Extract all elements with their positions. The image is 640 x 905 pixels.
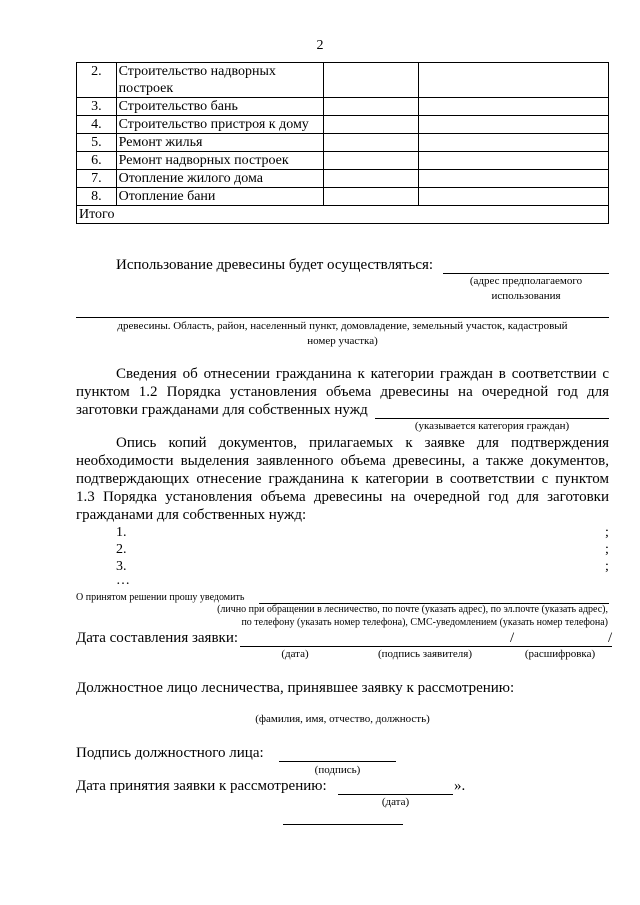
- usage-hint-3: древесины. Область, район, населенный пункт, домовладение, земельный участок, кадастровый: [117, 320, 568, 332]
- doc-item-1-number: 1.: [116, 525, 127, 540]
- row-number: 2.: [77, 63, 117, 98]
- row-volume-cell: [323, 170, 418, 188]
- table-row: [77, 98, 609, 116]
- usage-line: [443, 273, 609, 274]
- table-row: [77, 152, 609, 170]
- category-line: [375, 418, 609, 419]
- decode-hint: (расшифровка): [524, 648, 596, 660]
- notify-hint-2: по телефону (указать номер телефона), СМС-уведомлением (указать номер телефона): [241, 617, 608, 628]
- row-volume-cell: [323, 134, 418, 152]
- table-row: [77, 116, 609, 134]
- row-number: 3.: [77, 98, 117, 116]
- docs-line-4: 1.3 Порядка установления объема древесины на очередной год для заготовки: [76, 489, 609, 505]
- usage-address-line: [76, 317, 609, 318]
- row-name: Отопление жилого дома: [116, 170, 323, 188]
- row-volume-cell: [323, 116, 418, 134]
- row-volume-cell: [323, 98, 418, 116]
- table-row: [77, 134, 609, 152]
- row-number: 6.: [77, 152, 117, 170]
- row-note-cell: [418, 63, 608, 98]
- row-note-cell: [418, 152, 608, 170]
- row-number: 8.: [77, 188, 117, 206]
- page-number: 2: [316, 38, 324, 53]
- date-label: Дата составления заявки:: [76, 630, 239, 646]
- total-label: Итого: [77, 206, 609, 224]
- row-name: Отопление бани: [116, 188, 323, 206]
- date-hint: (дата): [281, 648, 309, 660]
- category-line-2: пунктом 1.2 Порядка установления объема древесины на очередной год для: [76, 384, 609, 400]
- date-signature-line: [240, 646, 612, 647]
- row-number: 5.: [77, 134, 117, 152]
- doc-item-2-number: 2.: [116, 542, 127, 557]
- category-line-1: Сведения об отнесении гражданина к категории граждан в соответствии с: [116, 366, 609, 382]
- row-note-cell: [418, 188, 608, 206]
- date-slash-2: /: [608, 630, 613, 646]
- table-row: [77, 188, 609, 206]
- row-note-cell: [418, 134, 608, 152]
- docs-line-2: необходимости выделения заявленного объема древесины, а также документов,: [76, 453, 609, 469]
- official-sign-label: Подпись должностного лица:: [76, 745, 264, 761]
- sign-hint: (подпись заявителя): [377, 648, 473, 660]
- docs-line-5: гражданами для собственных нужд:: [76, 507, 307, 523]
- category-line-3: заготовки гражданами для собственных нужд: [76, 402, 368, 418]
- table-row: [77, 170, 609, 188]
- official-sign-hint: (подпись): [314, 764, 361, 776]
- usage-hint-1: (адрес предполагаемого: [469, 275, 583, 287]
- doc-item-2-end: ;: [605, 542, 609, 557]
- row-note-cell: [418, 98, 608, 116]
- row-note-cell: [418, 116, 608, 134]
- accept-date-line: [338, 794, 453, 795]
- row-volume-cell: [323, 63, 418, 98]
- row-volume-cell: [323, 152, 418, 170]
- row-name: Ремонт жилья: [116, 134, 323, 152]
- usage-label: Использование древесины будет осуществляться:: [116, 257, 434, 273]
- date-slash-1: /: [510, 630, 515, 646]
- row-name: Строительство бань: [116, 98, 323, 116]
- official-sign-line: [279, 761, 396, 762]
- accept-date-end: ».: [454, 778, 466, 794]
- accept-date-label: Дата принятия заявки к рассмотрению:: [76, 778, 327, 794]
- docs-line-3: подтверждающих отнесение гражданина к категории в соответствии с пунктом: [76, 471, 609, 487]
- row-number: 4.: [77, 116, 117, 134]
- table-row: [77, 63, 609, 98]
- purpose-table: [76, 62, 609, 224]
- usage-hint-2: использования: [491, 290, 561, 302]
- notify-hint-1: (лично при обращении в лесничество, по почте (указать адрес), по эл.почте (указать адрес),: [217, 604, 608, 615]
- doc-item-1-end: ;: [605, 525, 609, 540]
- row-name: Ремонт надворных построек: [116, 152, 323, 170]
- notify-label: О принятом решении прошу уведомить: [76, 592, 245, 603]
- row-number: 7.: [77, 170, 117, 188]
- official-label: Должностное лицо лесничества, принявшее заявку к рассмотрению:: [76, 680, 515, 696]
- row-volume-cell: [323, 188, 418, 206]
- bottom-separator-line: [283, 824, 403, 825]
- doc-item-ellipsis: …: [116, 573, 130, 588]
- row-name: Строительство надворных построек: [116, 63, 323, 98]
- row-note-cell: [418, 170, 608, 188]
- table-total-row: [77, 206, 609, 224]
- accept-date-hint: (дата): [381, 796, 410, 808]
- category-hint: (указывается категория граждан): [414, 420, 570, 432]
- doc-item-3-end: ;: [605, 559, 609, 574]
- official-hint: (фамилия, имя, отчество, должность): [255, 713, 430, 725]
- doc-item-3-number: 3.: [116, 559, 127, 574]
- usage-hint-4: номер участка): [307, 335, 378, 347]
- docs-line-1: Опись копий документов, прилагаемых к заявке для подтверждения: [116, 435, 609, 451]
- row-name: Строительство пристроя к дому: [116, 116, 323, 134]
